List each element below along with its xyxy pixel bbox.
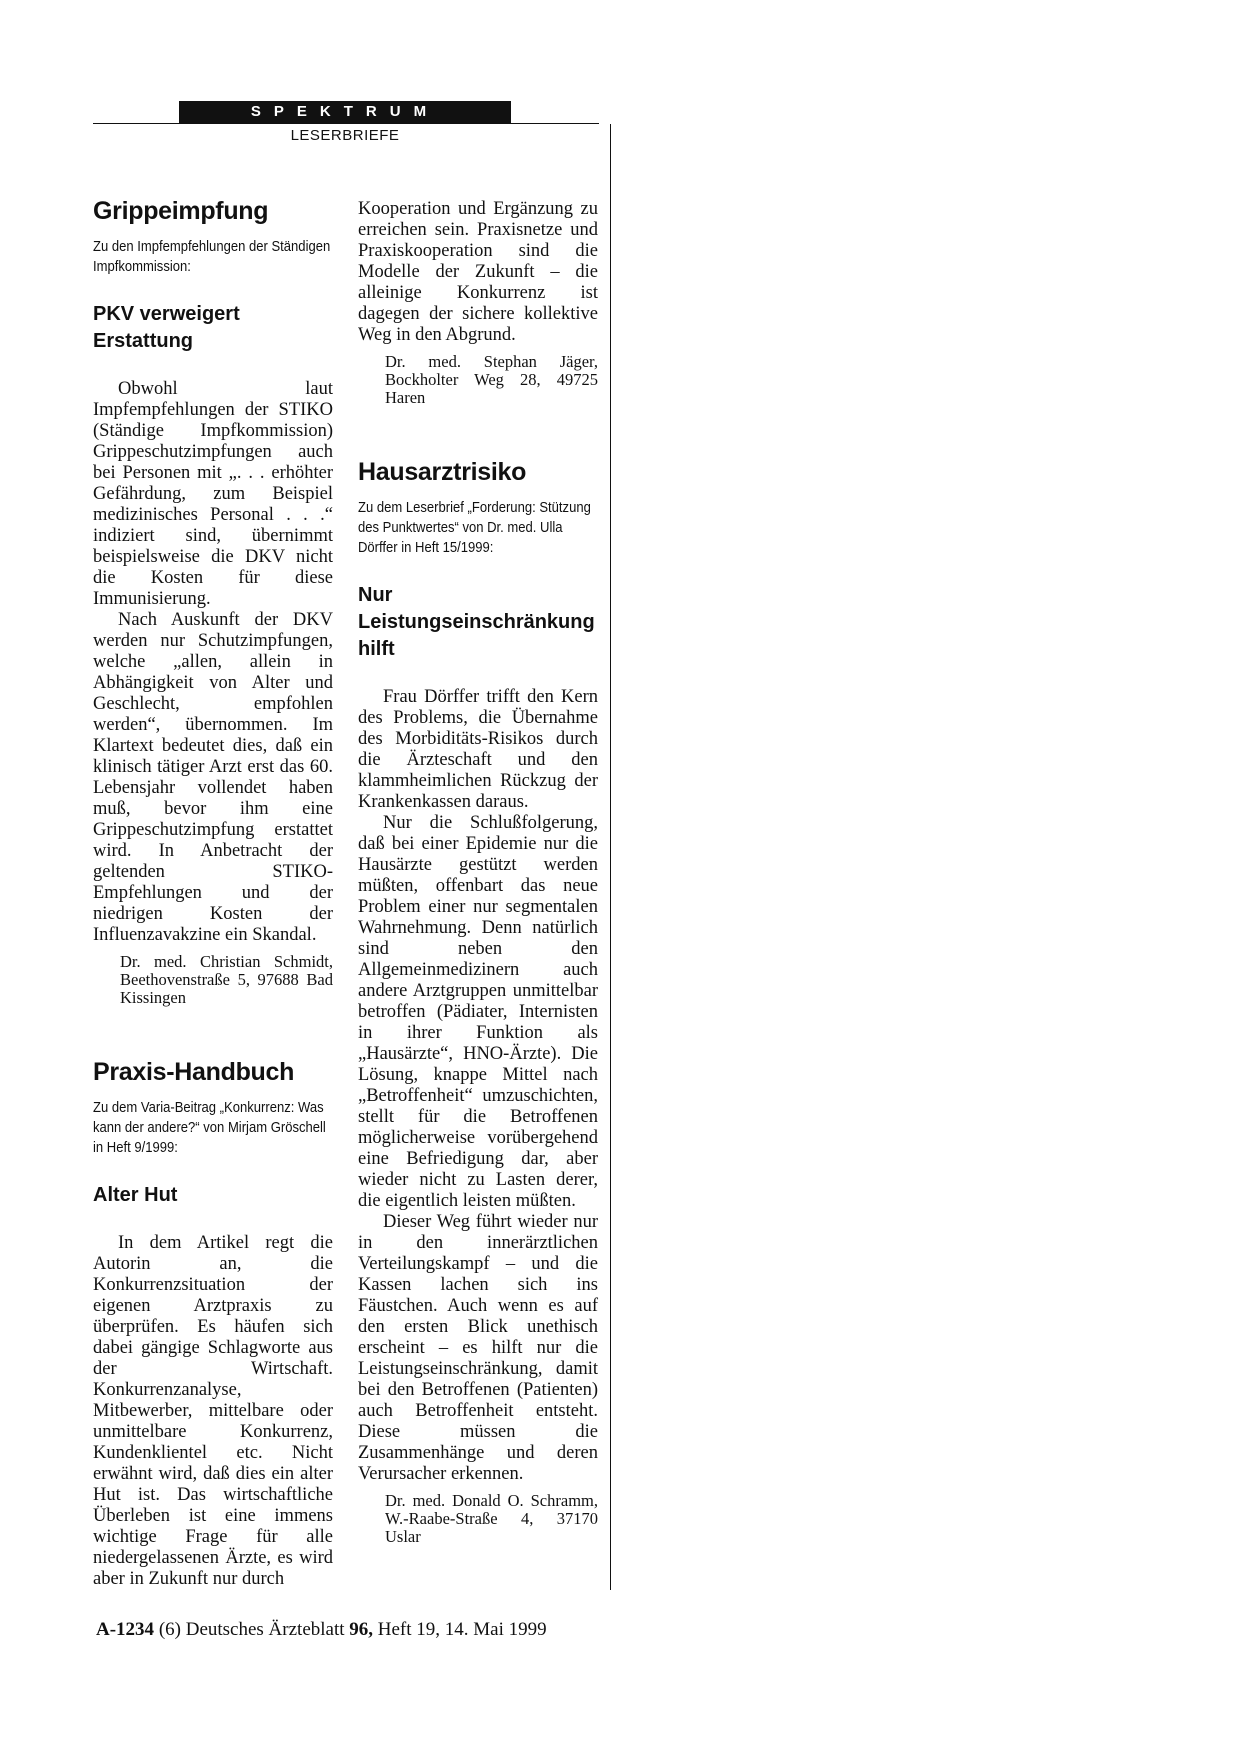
letter-subhead: Nur Leistungseinschränkung hilft <box>358 584 595 660</box>
letter-title: Praxis-Handbuch <box>93 1058 295 1086</box>
letter-reference: Zu dem Leserbrief „Forderung: Stützung des Punktwertes“ von Dr. med. Ulla Dörffer in Heft 15/1999: <box>358 500 591 556</box>
letter-signature: Dr. med. Stephan Jäger, Bockholter Weg 28, 49725 Haren <box>385 352 598 407</box>
column-divider <box>610 124 611 1590</box>
letter-paragraph: Frau Dörffer trifft den Kern des Problems, die Übernahme des Morbiditäts-Risikos durch die Ärzteschaft und den klammheimlichen Rückzug der Krankenkassen daraus. <box>358 687 598 812</box>
subsection-label: LESERBRIEFE <box>290 127 400 144</box>
letter-title: Grippeimpfung <box>93 197 269 225</box>
letter-subhead: Alter Hut <box>93 1184 178 1206</box>
section-banner: SPEKTRUM <box>179 101 511 123</box>
column-right <box>358 199 598 1546</box>
page-footer <box>96 1619 547 1641</box>
page-number: A-1234 <box>96 1619 155 1640</box>
column-left <box>93 196 333 1590</box>
journal-name: Deutsches Ärzteblatt <box>185 1619 345 1640</box>
letter-signature: Dr. med. Christian Schmidt, Beethovenstraße 5, 97688 Bad Kissingen <box>120 952 333 1007</box>
letter-praxis-handbuch <box>93 1057 333 1590</box>
letter-paragraph: Nur die Schlußfolgerung, daß bei einer Epidemie nur die Hausärzte gestützt werden müßten, offenbart das neue Problem einer nur segmentalen Wahrnehmung. Denn natürlich sind neben den Allgemeinmedizinern auch andere Arztgruppen unmittelbar betroffen (Pädiater, Internisten in ihrer Funktion als „Hausärzte“, HNO-Ärzte). Die Lösung, knappe Mittel nach „Betroffenheit“ umzuschichten, stellt für die Betroffenen möglicherweise vorübergehend eine Befriedigung dar, aber wieder nicht zu Lasten derer, die eigentlich leisten müßten. <box>358 813 598 1211</box>
header-rule <box>93 123 599 124</box>
letter-reference: Zu den Impfempfehlungen der Ständigen Impfkommission: <box>93 239 331 275</box>
page-local-number: (6) <box>158 1619 181 1640</box>
letter-subhead: PKV verweigert Erstattung <box>93 303 240 352</box>
letter-signature: Dr. med. Donald O. Schramm, W.-Raabe-Straße 4, 37170 Uslar <box>385 1491 598 1546</box>
journal-volume: 96, <box>349 1619 374 1640</box>
letter-paragraph: Obwohl laut Impfempfehlungen der STIKO (Ständige Impfkommission) Grippeschutzimpfungen auch bei Personen mit „. . . erhöhter Gefährdung, zum Beispiel medizinisches Personal . . .“ indiziert sind, übernimmt beispielsweise die DKV nicht die Kosten für diese Immunisierung. <box>93 379 333 609</box>
letter-grippeimpfung <box>93 196 333 1007</box>
letter-paragraph: Dieser Weg führt wieder nur in den innerärztlichen Verteilungskampf – und die Kassen lachen sich ins Fäustchen. Auch wenn es auf den ersten Blick unethisch erscheint – es hilft nur die Leistungseinschränkung, damit bei den Betroffenen (Patienten) auch Betroffenheit entsteht. Diese müssen die Zusammenhänge und deren Verursacher erkennen. <box>358 1212 598 1484</box>
journal-issue: Heft 19, 14. Mai 1999 <box>377 1619 547 1640</box>
letter-paragraph-continued: Kooperation und Ergänzung zu erreichen sein. Praxisnetze und Praxiskooperation sind die Modelle der Zukunft – die alleinige Konkurrenz ist dagegen der sichere kollektive Weg in den Abgrund. <box>358 199 598 345</box>
letter-hausarztrisiko <box>358 457 598 1546</box>
letter-paragraph: Nach Auskunft der DKV werden nur Schutzimpfungen, welche „allen, allein in Abhängigkeit von Alter und Geschlecht, empfohlen werden“, übernommen. Im Klartext bedeutet dies, daß ein klinisch tätiger Arzt erst das 60. Lebensjahr vollendet haben muß, bevor ihm eine Grippeschutzimpfung erstattet wird. In Anbetracht der geltenden STIKO-Empfehlungen und der niedrigen Kosten der Influenzavakzine ein Skandal. <box>93 610 333 945</box>
letter-title: Hausarztrisiko <box>358 458 527 486</box>
letter-reference: Zu dem Varia-Beitrag „Konkurrenz: Was kann der andere?“ von Mirjam Gröschell in Heft 9/1999: <box>93 1100 326 1156</box>
letter-paragraph: In dem Artikel regt die Autorin an, die Konkurrenzsituation der eigenen Arztpraxis zu überprüfen. Es häufen sich dabei gängige Schlagworte aus der Wirtschaft. Konkurrenzanalyse, Mitbewerber, mittelbare oder unmittelbare Konkurrenz, Kundenklientel etc. Nicht erwähnt wird, daß dies ein alter Hut ist. Das wirtschaftliche Überleben ist eine immens wichtige Frage für alle niedergelassenen Ärzte, es wird aber in Zukunft nur durch <box>93 1233 333 1589</box>
